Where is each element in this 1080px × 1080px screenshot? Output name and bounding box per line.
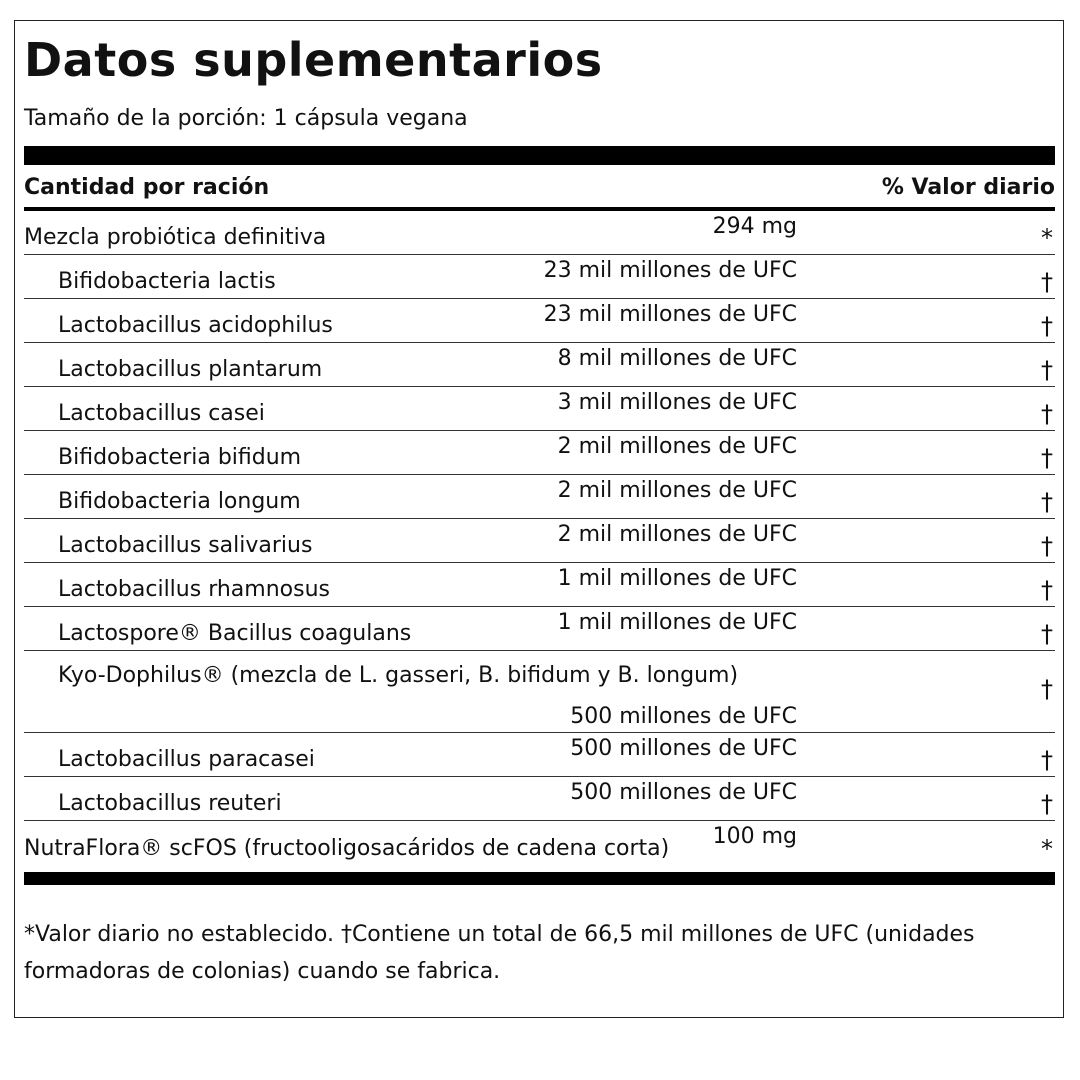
- daily-value-mark: †: [1041, 620, 1053, 648]
- ingredient-amount: 294 mg: [712, 214, 797, 239]
- ingredient-list: [24, 211, 1055, 865]
- ingredient-amount: 100 mg: [712, 824, 797, 849]
- table-row: [24, 343, 1055, 387]
- table-row: [24, 299, 1055, 343]
- footnote: *Valor diario no establecido. †Contiene un total de 66,5 mil millones de UFC (unidades formadoras de colonias) cuando se fabrica.: [24, 922, 975, 984]
- daily-value-header: % Valor diario: [881, 175, 1055, 200]
- daily-value-mark: †: [1041, 790, 1053, 818]
- daily-value-mark: †: [1041, 746, 1053, 774]
- ingredient-amount: 23 mil millones de UFC: [543, 302, 797, 327]
- ingredient-name: Kyo-Dophilus® (mezcla de L. gasseri, B. bifidum y B. longum): [58, 663, 739, 688]
- table-row: [24, 519, 1055, 563]
- ingredient-name: Lactobacillus paracasei: [58, 747, 315, 772]
- amount-per-serving-header: Cantidad por ración: [24, 175, 270, 200]
- ingredient-amount: 500 millones de UFC: [570, 704, 797, 729]
- ingredient-name: Bifidobacteria longum: [58, 489, 301, 514]
- daily-value-mark: †: [1041, 675, 1053, 703]
- table-row: [24, 821, 1055, 865]
- panel-title: Datos suplementarios: [24, 33, 603, 87]
- table-row: [24, 777, 1055, 821]
- ingredient-amount: 500 millones de UFC: [570, 736, 797, 761]
- daily-value-mark: †: [1041, 532, 1053, 560]
- daily-value-mark: †: [1041, 356, 1053, 384]
- daily-value-mark: †: [1041, 312, 1053, 340]
- ingredient-amount: 1 mil millones de UFC: [557, 610, 797, 635]
- table-row: [24, 651, 1055, 733]
- ingredient-name: Lactobacillus acidophilus: [58, 313, 333, 338]
- daily-value-mark: †: [1041, 400, 1053, 428]
- ingredient-amount: 500 millones de UFC: [570, 780, 797, 805]
- table-row: [24, 475, 1055, 519]
- ingredient-amount: 2 mil millones de UFC: [557, 434, 797, 459]
- ingredient-name: Lactobacillus casei: [58, 401, 265, 426]
- daily-value-mark: *: [1041, 835, 1053, 863]
- daily-value-mark: †: [1041, 488, 1053, 516]
- supplement-facts-panel: [14, 20, 1064, 1018]
- table-row: [24, 431, 1055, 475]
- daily-value-mark: †: [1041, 444, 1053, 472]
- daily-value-mark: *: [1041, 224, 1053, 252]
- ingredient-name: Lactobacillus reuteri: [58, 791, 282, 816]
- table-row: [24, 563, 1055, 607]
- top-divider: [24, 146, 1055, 165]
- bottom-divider: [24, 872, 1055, 885]
- serving-size: Tamaño de la porción: 1 cápsula vegana: [24, 106, 468, 131]
- table-row: [24, 733, 1055, 777]
- table-row: [24, 607, 1055, 651]
- ingredient-name: NutraFlora® scFOS (fructooligosacáridos de cadena corta): [24, 836, 670, 861]
- ingredient-name: Bifidobacteria lactis: [58, 269, 276, 294]
- ingredient-amount: 2 mil millones de UFC: [557, 522, 797, 547]
- ingredient-name: Lactobacillus plantarum: [58, 357, 323, 382]
- daily-value-mark: †: [1041, 268, 1053, 296]
- ingredient-name: Mezcla probiótica definitiva: [24, 225, 327, 250]
- ingredient-name: Bifidobacteria bifidum: [58, 445, 302, 470]
- table-row: [24, 211, 1055, 255]
- ingredient-amount: 2 mil millones de UFC: [557, 478, 797, 503]
- ingredient-amount: 23 mil millones de UFC: [543, 258, 797, 283]
- ingredient-amount: 8 mil millones de UFC: [557, 346, 797, 371]
- daily-value-mark: †: [1041, 576, 1053, 604]
- ingredient-amount: 3 mil millones de UFC: [557, 390, 797, 415]
- ingredient-name: Lactobacillus rhamnosus: [58, 577, 330, 602]
- ingredient-name: Lactospore® Bacillus coagulans: [58, 621, 412, 646]
- table-row: [24, 255, 1055, 299]
- ingredient-name: Lactobacillus salivarius: [58, 533, 313, 558]
- ingredient-amount: 1 mil millones de UFC: [557, 566, 797, 591]
- table-row: [24, 387, 1055, 431]
